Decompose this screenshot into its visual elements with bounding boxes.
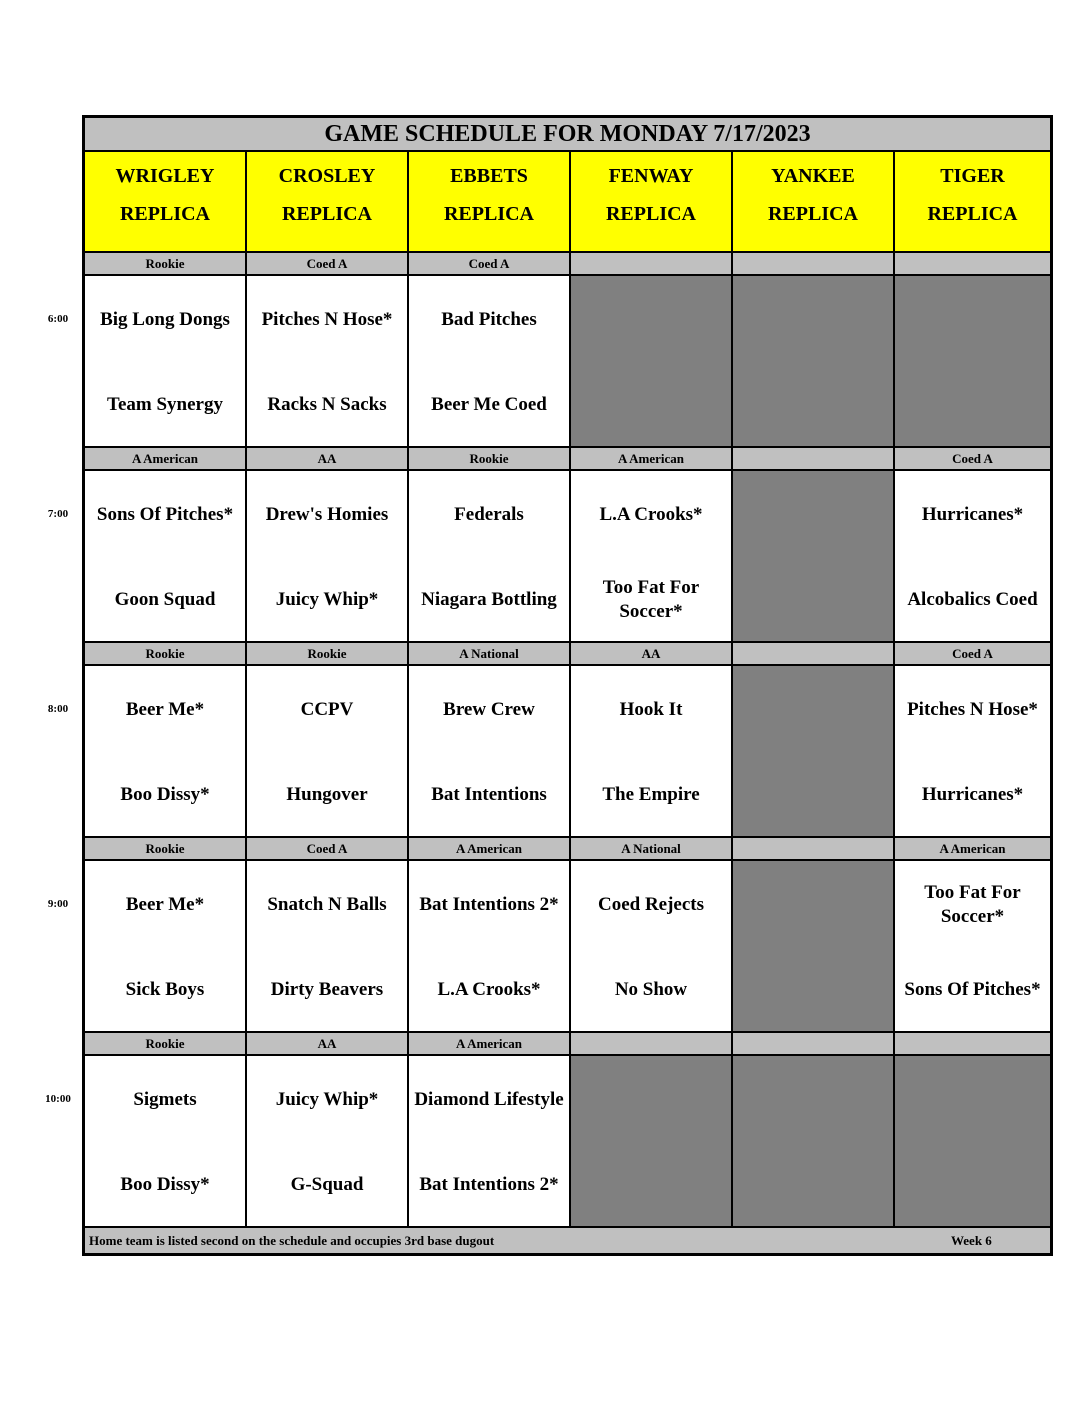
field-header-fenway	[571, 152, 731, 251]
away-team: Federals	[454, 504, 524, 525]
division-label	[571, 1033, 731, 1054]
division-label: Coed A	[247, 253, 407, 274]
home-team: Hungover	[286, 784, 368, 805]
field-subtitle: REPLICA	[281, 203, 372, 225]
away-team: Sigmets	[133, 1089, 197, 1110]
home-team: Bat Intentions	[431, 784, 547, 805]
game-cell	[247, 666, 407, 836]
game-cell	[247, 1056, 407, 1226]
field-header-yankee	[733, 152, 893, 251]
game-cell	[85, 276, 245, 446]
field-name: WRIGLEY	[115, 165, 215, 187]
division-label	[571, 253, 731, 274]
home-team: Too Fat For Soccer*	[602, 577, 700, 622]
home-team: Hurricanes*	[921, 784, 1024, 805]
time-label: 7:00	[47, 508, 69, 520]
game-cell	[247, 276, 407, 446]
game-cell	[895, 666, 1050, 836]
empty-game-cell	[733, 276, 893, 446]
time-label: 9:00	[47, 898, 69, 910]
home-team: Sons Of Pitches*	[904, 979, 1041, 1000]
away-team: CCPV	[300, 699, 354, 720]
field-header-ebbets	[409, 152, 569, 251]
footer-bar	[85, 1228, 1050, 1253]
game-cell	[85, 471, 245, 641]
field-name: YANKEE	[771, 165, 855, 187]
division-label: Rookie	[85, 1033, 245, 1054]
home-team: Boo Dissy*	[120, 1174, 210, 1195]
home-team: Bat Intentions 2*	[419, 1174, 559, 1195]
away-team: Coed Rejects	[597, 894, 705, 915]
field-name: TIGER	[940, 165, 1005, 187]
game-cell	[409, 471, 569, 641]
field-name: EBBETS	[450, 165, 528, 187]
division-label: A American	[409, 838, 569, 859]
game-cell	[409, 276, 569, 446]
game-cell	[895, 861, 1050, 1031]
home-team: Dirty Beavers	[270, 979, 384, 1000]
division-label: A National	[409, 643, 569, 664]
division-label: AA	[247, 1033, 407, 1054]
field-name: CROSLEY	[278, 165, 376, 187]
home-team: G-Squad	[290, 1174, 364, 1195]
away-team: Snatch N Balls	[267, 894, 387, 915]
time-label: 6:00	[47, 313, 69, 325]
game-cell	[895, 471, 1050, 641]
away-team: Bad Pitches	[441, 309, 537, 330]
time-label: 10:00	[45, 1093, 71, 1105]
away-team: Beer Me*	[125, 699, 205, 720]
division-label	[733, 838, 893, 859]
away-team: Hook It	[619, 699, 683, 720]
game-cell	[409, 861, 569, 1031]
division-label	[895, 1033, 1050, 1054]
home-team: Boo Dissy*	[120, 784, 210, 805]
schedule-sheet	[82, 115, 1053, 1256]
away-team: Pitches N Hose*	[907, 699, 1038, 720]
division-label: Rookie	[85, 643, 245, 664]
field-header-crosley	[247, 152, 407, 251]
division-label	[895, 253, 1050, 274]
home-team: Sick Boys	[125, 979, 205, 1000]
away-team: Diamond Lifestyle	[414, 1089, 564, 1110]
division-label: Coed A	[895, 448, 1050, 469]
empty-game-cell	[733, 666, 893, 836]
empty-game-cell	[571, 1056, 731, 1226]
field-subtitle: REPLICA	[443, 203, 534, 225]
away-team: Too Fat For Soccer*	[924, 882, 1021, 927]
division-label	[733, 643, 893, 664]
field-header-tiger	[895, 152, 1050, 251]
home-team: Team Synergy	[107, 394, 223, 415]
home-team: Niagara Bottling	[421, 589, 557, 610]
field-subtitle: REPLICA	[927, 203, 1018, 225]
schedule-title: GAME SCHEDULE FOR MONDAY 7/17/2023	[85, 118, 1050, 150]
division-label: A American	[571, 448, 731, 469]
division-label	[733, 253, 893, 274]
field-name: FENWAY	[608, 165, 694, 187]
division-label: A American	[409, 1033, 569, 1054]
game-cell	[247, 471, 407, 641]
division-label	[733, 1033, 893, 1054]
game-cell	[247, 861, 407, 1031]
home-team: Beer Me Coed	[431, 394, 547, 415]
division-label: A National	[571, 838, 731, 859]
game-cell	[409, 1056, 569, 1226]
division-label: Coed A	[409, 253, 569, 274]
away-team: Bat Intentions 2*	[419, 894, 559, 915]
game-cell	[571, 861, 731, 1031]
away-team: Beer Me*	[125, 894, 205, 915]
division-label: A American	[85, 448, 245, 469]
game-cell	[571, 666, 731, 836]
division-label: Rookie	[409, 448, 569, 469]
home-team: The Empire	[602, 784, 700, 805]
time-label: 8:00	[47, 703, 69, 715]
away-team: Pitches N Hose*	[261, 309, 393, 330]
home-team: Juicy Whip*	[275, 589, 379, 610]
away-team: Sons Of Pitches*	[96, 504, 234, 525]
division-label: Rookie	[85, 253, 245, 274]
away-team: Big Long Dongs	[100, 309, 230, 330]
empty-game-cell	[733, 861, 893, 1031]
away-team: Brew Crew	[443, 699, 535, 720]
empty-game-cell	[895, 276, 1050, 446]
division-label: Rookie	[247, 643, 407, 664]
field-subtitle: REPLICA	[119, 203, 210, 225]
field-subtitle: REPLICA	[767, 203, 858, 225]
division-label: Coed A	[895, 643, 1050, 664]
game-cell	[409, 666, 569, 836]
footer-note: Home team is listed second on the schedule and occupies 3rd base dugout	[89, 1232, 495, 1248]
game-cell	[85, 861, 245, 1031]
home-team: No Show	[614, 979, 688, 1000]
home-team: Racks N Sacks	[267, 394, 387, 415]
week-label: Week 6	[951, 1232, 992, 1248]
away-team: L.A Crooks*	[599, 504, 703, 525]
away-team: Hurricanes*	[921, 504, 1024, 525]
division-label	[733, 448, 893, 469]
division-label: A American	[895, 838, 1050, 859]
empty-game-cell	[895, 1056, 1050, 1226]
division-label: Coed A	[247, 838, 407, 859]
division-label: Rookie	[85, 838, 245, 859]
field-subtitle: REPLICA	[605, 203, 696, 225]
away-team: Juicy Whip*	[275, 1089, 379, 1110]
field-header-wrigley	[85, 152, 245, 251]
empty-game-cell	[733, 1056, 893, 1226]
home-team: L.A Crooks*	[437, 979, 541, 1000]
division-label: AA	[247, 448, 407, 469]
away-team: Drew's Homies	[265, 504, 389, 525]
game-cell	[571, 471, 731, 641]
empty-game-cell	[571, 276, 731, 446]
empty-game-cell	[733, 471, 893, 641]
home-team: Alcobalics Coed	[907, 589, 1038, 610]
game-cell	[85, 1056, 245, 1226]
game-cell	[85, 666, 245, 836]
home-team: Goon Squad	[114, 589, 216, 610]
division-label: AA	[571, 643, 731, 664]
